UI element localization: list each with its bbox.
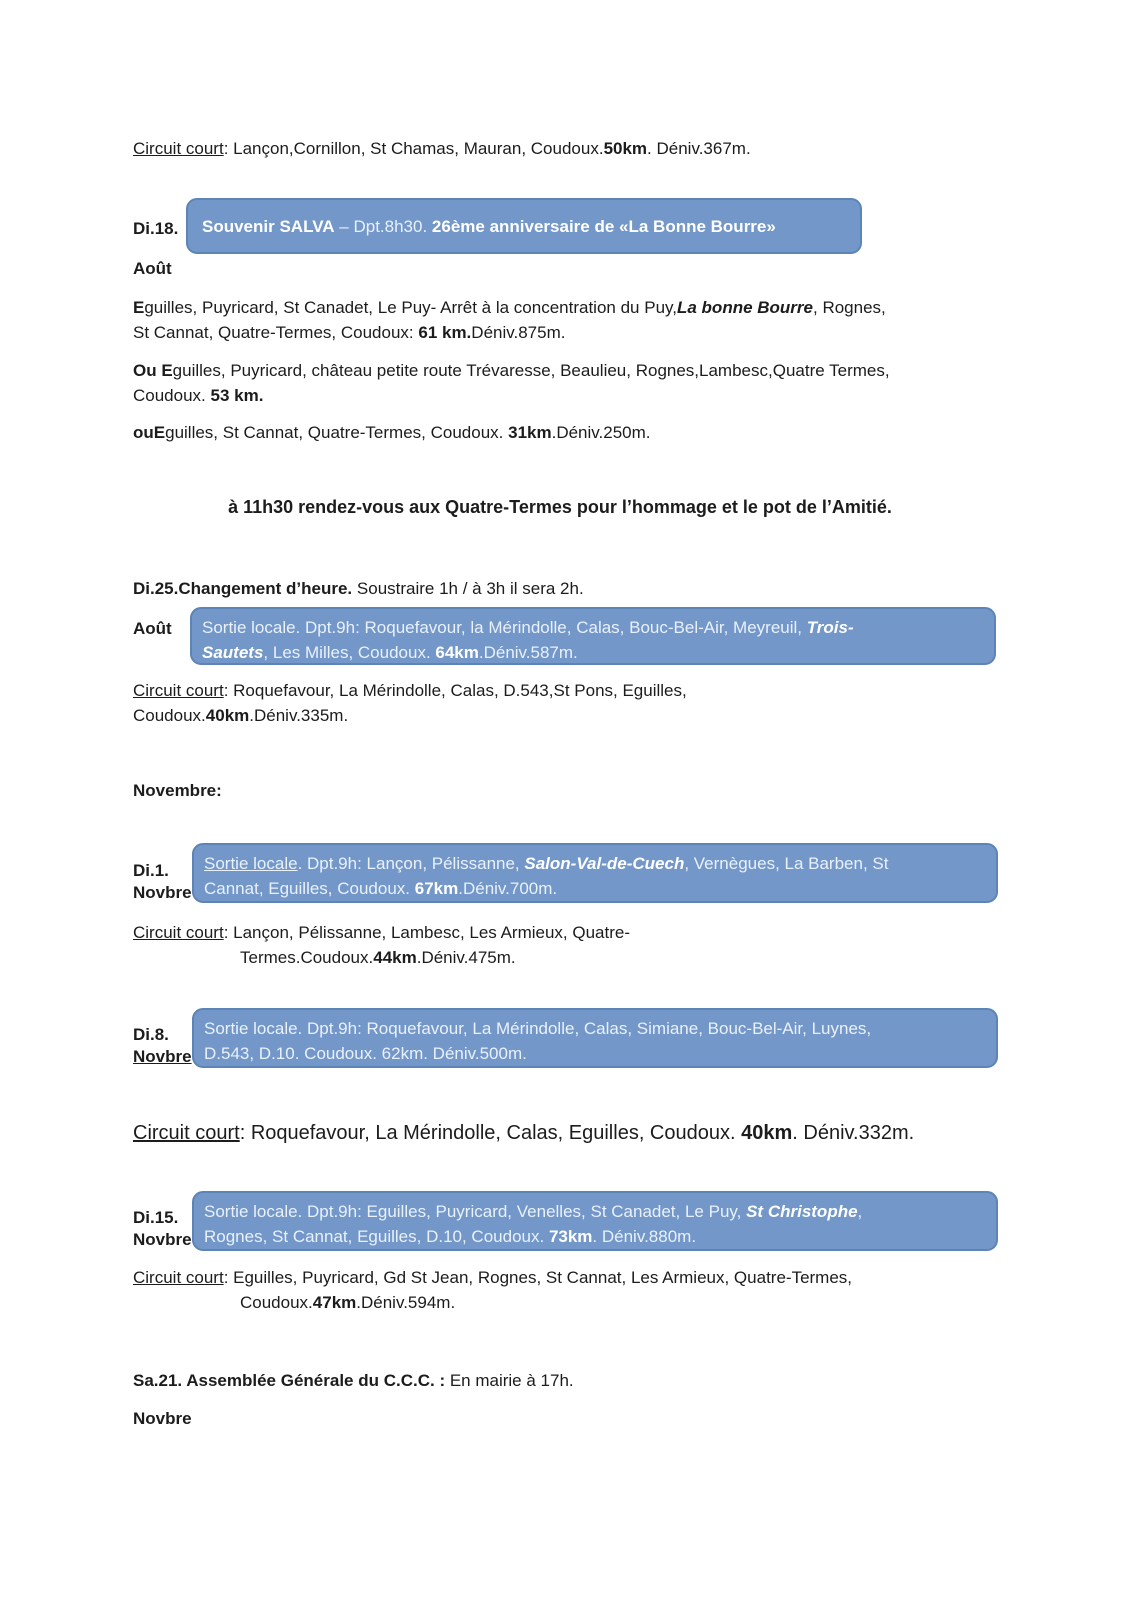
month-header-novembre: Novembre: [133, 781, 222, 800]
month-label-novbre-1: Novbre [133, 883, 192, 902]
event-box-sortie-locale-di15-text: Sortie locale. Dpt.9h: Eguilles, Puyricard, Venelles, St Canadet, Le Puy, St Christophe, Rognes, St Cannat, Eguilles, D.10, Coudoux. 73km. Déniv.880m. [204, 1202, 863, 1246]
assemblee-generale-line: Sa.21. Assemblée Générale du C.C.C. : En mairie à 17h. [133, 1371, 574, 1390]
event-box-sortie-locale-di25-text: Sortie locale. Dpt.9h: Roquefavour, la Mérindolle, Calas, Bouc-Bel-Air, Meyreuil, Trois- Sautets, Les Milles, Coudoux. 64km.Déniv.587m. [202, 618, 854, 662]
month-label-aout-1: Août [133, 259, 172, 278]
event-box-sortie-locale-di8 [192, 1008, 998, 1068]
date-label-di1: Di.1. [133, 861, 169, 880]
month-label-novbre-2: Novbre [133, 1047, 192, 1066]
event-banner-souvenir-salva-text: Souvenir SALVA – Dpt.8h30. 26ème anniversaire de «La Bonne Bourre» [202, 216, 776, 236]
date-label-di18: Di.18. [133, 219, 179, 238]
month-label-novbre-end: Novbre [133, 1409, 192, 1428]
changement-heure-line: Di.25.Changement d’heure. Soustraire 1h / à 3h il sera 2h. [133, 579, 584, 598]
date-label-di8: Di.8. [133, 1025, 169, 1044]
month-label-aout-2: Août [133, 619, 172, 638]
circuit-court-di15: Circuit court: Eguilles, Puyricard, Gd St Jean, Rognes, St Cannat, Les Armieux, Quatre-Termes, Coudoux.47km.Déniv.594m. [133, 1268, 853, 1312]
circuit-court-di1: Circuit court: Lançon, Pélissanne, Lambesc, Les Armieux, Quatre- Termes.Coudoux.44km.Déniv.475m. [133, 923, 631, 967]
hommage-rendezvous-line: à 11h30 rendez-vous aux Quatre-Termes pour l’hommage et le pot de l’Amitié. [228, 497, 892, 517]
date-label-di15: Di.15. [133, 1208, 179, 1227]
route-para-alt1: Ou Eguilles, Puyricard, château petite route Trévaresse, Beaulieu, Rognes,Lambesc,Quatre Termes, Coudoux. 53 km. [133, 361, 890, 405]
circuit-court-di25: Circuit court: Roquefavour, La Mérindolle, Calas, D.543,St Pons, Eguilles, Coudoux.40km.Déniv.335m. [133, 681, 687, 725]
circuit-court-top: Circuit court: Lançon,Cornillon, St Chamas, Mauran, Coudoux.50km. Déniv.367m. [133, 139, 751, 158]
route-para-bonne-bourre: Eguilles, Puyricard, St Canadet, Le Puy- Arrêt à la concentration du Puy,La bonne Bourre, Rognes, St Cannat, Quatre-Termes, Coudoux: 61 km.Déniv.875m. [133, 298, 886, 342]
event-banner-souvenir-salva [186, 198, 862, 254]
month-label-novbre-3: Novbre [133, 1230, 192, 1249]
event-box-sortie-locale-di1-text: Sortie locale. Dpt.9h: Lançon, Pélissanne, Salon-Val-de-Cuech, Vernègues, La Barben, St Cannat, Eguilles, Coudoux. 67km.Déniv.700m. [204, 854, 889, 898]
route-para-alt2: ouEguilles, St Cannat, Quatre-Termes, Coudoux. 31km.Déniv.250m. [133, 423, 651, 442]
event-box-sortie-locale-di25 [190, 607, 996, 665]
event-box-sortie-locale-di8-text: Sortie locale. Dpt.9h: Roquefavour, La Mérindolle, Calas, Simiane, Bouc-Bel-Air, Luynes, D.543, D.10. Coudoux. 62km. Déniv.500m. [204, 1019, 872, 1063]
circuit-court-di8: Circuit court: Roquefavour, La Mérindolle, Calas, Eguilles, Coudoux. 40km. Déniv.332m. [133, 1122, 915, 1144]
event-box-sortie-locale-di1 [192, 843, 998, 903]
event-box-sortie-locale-di15 [192, 1191, 998, 1251]
